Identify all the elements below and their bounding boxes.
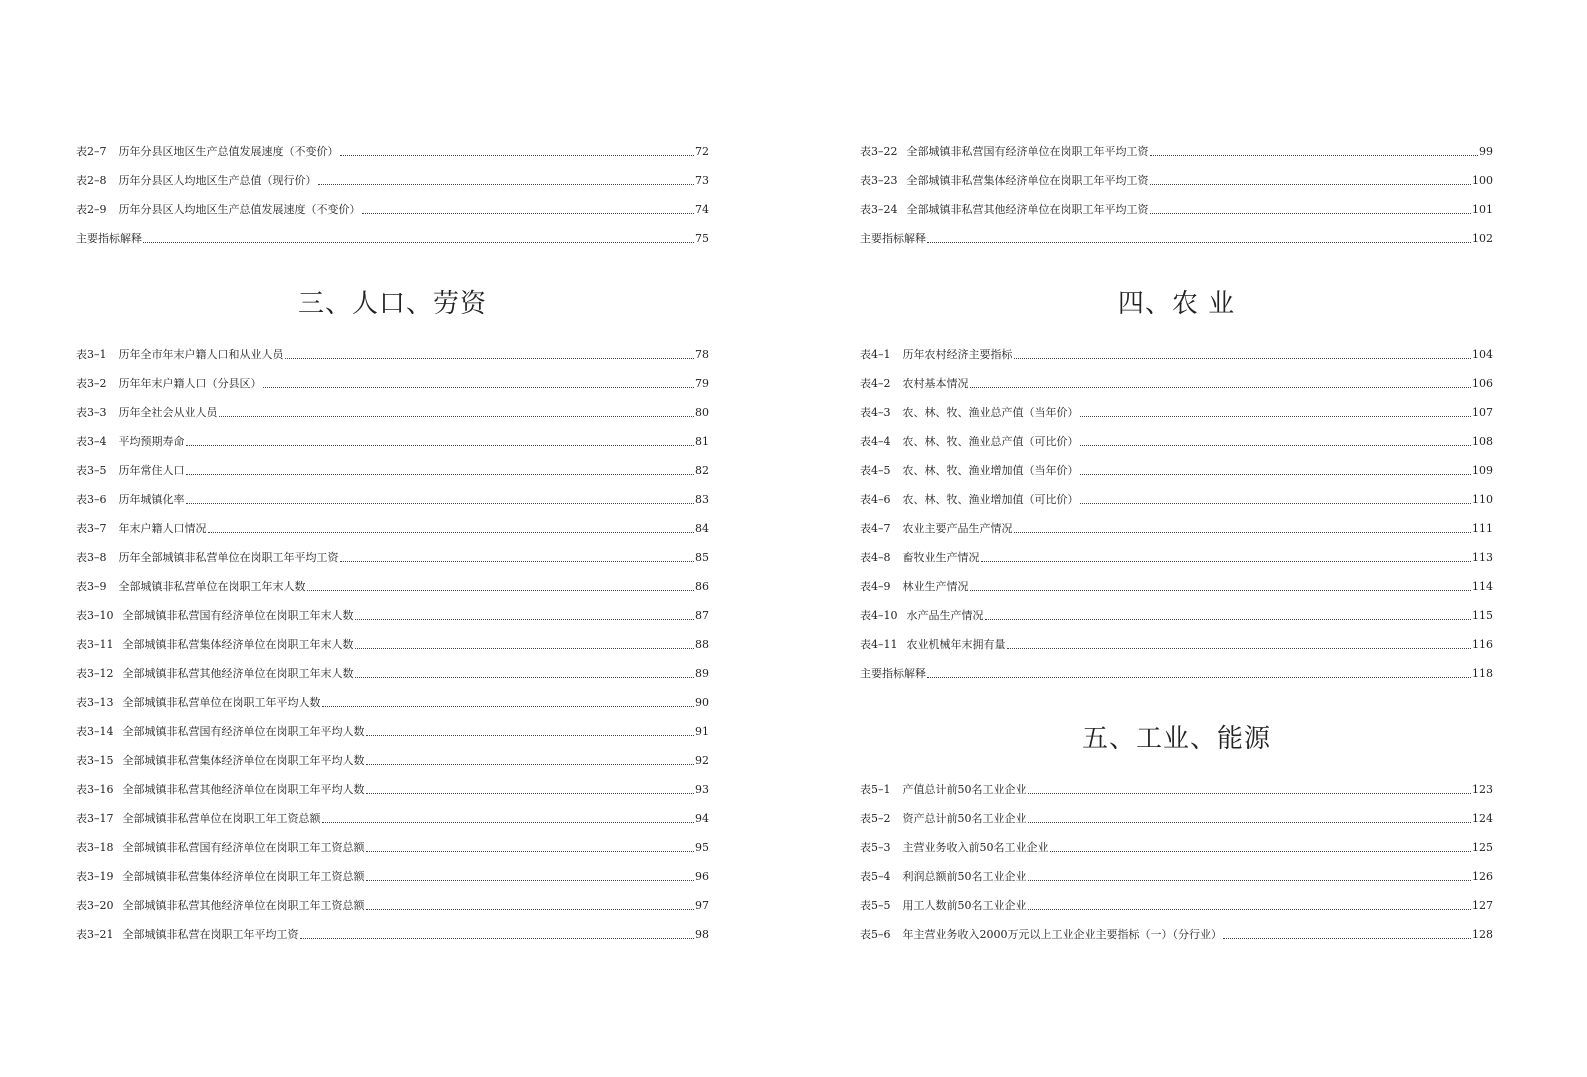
toc-entry-title: 平均预期寿命: [118, 435, 185, 448]
toc-entry-title: 全部城镇非私营国有经济单位在岗职工年末人数: [122, 609, 354, 622]
toc-entry-code: 表3–2: [76, 377, 107, 390]
dot-leader: [307, 590, 695, 591]
toc-entry[interactable]: [76, 897, 709, 913]
dot-leader: [1028, 880, 1472, 881]
toc-entry[interactable]: [860, 665, 1493, 681]
toc-entry[interactable]: [860, 143, 1493, 159]
dot-leader: [362, 213, 695, 214]
toc-entry[interactable]: [76, 665, 709, 681]
dot-leader: [1028, 909, 1472, 910]
toc-entry-code: 表3–17: [76, 812, 114, 825]
toc-entry-page-number: 91: [695, 725, 709, 738]
dot-leader: [1014, 358, 1472, 359]
toc-entry-code: 表3–23: [860, 174, 898, 187]
dot-leader: [1150, 213, 1472, 214]
toc-entry-code: 表3–7: [76, 522, 107, 535]
toc-entry-code: 表5–2: [860, 812, 891, 825]
dot-leader: [981, 561, 1472, 562]
dot-leader: [1028, 822, 1472, 823]
toc-entry[interactable]: [860, 839, 1493, 855]
toc-entry-code: 表4–3: [860, 406, 891, 419]
section-title-5: 五、工业、能源: [1081, 724, 1271, 754]
toc-entry-page-number: 78: [695, 348, 709, 361]
toc-entry-page-number: 127: [1472, 899, 1493, 912]
toc-entry-page-number: 80: [695, 406, 709, 419]
toc-entry-title: 农业主要产品生产情况: [902, 522, 1013, 535]
toc-entry-title: 利润总额前50名工业企业: [902, 870, 1027, 883]
toc-entry-code: 表5–5: [860, 899, 891, 912]
toc-entry-title: 全部城镇非私营单位在岗职工年工资总额: [122, 812, 321, 825]
dot-leader: [322, 822, 695, 823]
toc-entry-title: 全部城镇非私营其他经济单位在岗职工年平均人数: [122, 783, 365, 796]
toc-entry-page-number: 101: [1472, 203, 1493, 216]
toc-entry[interactable]: [860, 346, 1493, 362]
toc-entry-page-number: 92: [695, 754, 709, 767]
toc-entry-title: 农、林、牧、渔业总产值（当年价）: [902, 406, 1079, 419]
toc-entry-code: 主要指标解释: [860, 667, 926, 680]
dot-leader: [1028, 793, 1472, 794]
toc-entry-title: 农、林、牧、渔业增加值（当年价）: [902, 464, 1079, 477]
toc-entry-code: 表2–9: [76, 203, 107, 216]
toc-entry-code: 表3–14: [76, 725, 114, 738]
toc-entry[interactable]: [860, 868, 1493, 884]
toc-entry-code: 表3–11: [76, 638, 114, 651]
toc-entry-title: 全部城镇非私营在岗职工年平均工资: [122, 928, 299, 941]
toc-entry-code: 表3–1: [76, 348, 107, 361]
toc-entry-page-number: 97: [695, 899, 709, 912]
toc-entry-page-number: 98: [695, 928, 709, 941]
toc-entry[interactable]: [76, 143, 709, 159]
dot-leader: [219, 416, 695, 417]
toc-entry-code: 表3–5: [76, 464, 107, 477]
toc-entry[interactable]: [860, 230, 1493, 246]
toc-entry-code: 表3–16: [76, 783, 114, 796]
toc-entry[interactable]: [860, 897, 1493, 913]
toc-entry[interactable]: [76, 346, 709, 362]
toc-entry[interactable]: [76, 433, 709, 449]
toc-entry-title: 全部城镇非私营国有经济单位在岗职工年工资总额: [122, 841, 365, 854]
toc-entry-page-number: 116: [1472, 638, 1493, 651]
toc-entry-title: 全部城镇非私营其他经济单位在岗职工年平均工资: [906, 203, 1149, 216]
dot-leader: [927, 677, 1471, 678]
toc-entry-code: 表5–1: [860, 783, 891, 796]
toc-entry-page-number: 75: [695, 232, 709, 245]
dot-leader: [340, 155, 695, 156]
dot-leader: [927, 242, 1471, 243]
toc-entry[interactable]: [860, 781, 1493, 797]
toc-entry-page-number: 115: [1472, 609, 1493, 622]
dot-leader: [318, 184, 695, 185]
toc-entry-title: 全部城镇非私营国有经济单位在岗职工年平均人数: [122, 725, 365, 738]
toc-entry[interactable]: [76, 578, 709, 594]
toc-entry[interactable]: [76, 404, 709, 420]
toc-entry-page-number: 108: [1472, 435, 1493, 448]
toc-entry-page-number: 124: [1472, 812, 1493, 825]
toc-entry-page-number: 113: [1472, 551, 1493, 564]
toc-entry-code: 表2–8: [76, 174, 107, 187]
toc-entry[interactable]: [76, 172, 709, 188]
toc-entry[interactable]: [860, 926, 1493, 942]
dot-leader: [143, 242, 694, 243]
toc-entry[interactable]: [76, 230, 709, 246]
toc-entry-page-number: 88: [695, 638, 709, 651]
dot-leader: [186, 445, 695, 446]
toc-entry-title: 年主营业务收入2000万元以上工业企业主要指标（一）（分行业）: [902, 928, 1222, 941]
toc-entry-title: 林业生产情况: [902, 580, 969, 593]
toc-entry-page-number: 86: [695, 580, 709, 593]
toc-entry-title: 历年分县区人均地区生产总值发展速度（不变价）: [118, 203, 361, 216]
toc-entry-title: 年末户籍人口情况: [118, 522, 207, 535]
dot-leader: [355, 677, 695, 678]
toc-entry-code: 表3–12: [76, 667, 114, 680]
dot-leader: [1007, 648, 1472, 649]
toc-entry[interactable]: [76, 752, 709, 768]
toc-entry-code: 表3–18: [76, 841, 114, 854]
dot-leader: [340, 561, 695, 562]
toc-entry-title: 历年全社会从业人员: [118, 406, 218, 419]
toc-entry-page-number: 100: [1472, 174, 1493, 187]
toc-entry-code: 表4–2: [860, 377, 891, 390]
toc-entry[interactable]: [860, 578, 1493, 594]
toc-entry[interactable]: [76, 520, 709, 536]
toc-entry-page-number: 111: [1472, 522, 1493, 535]
toc-entry-code: 表3–6: [76, 493, 107, 506]
toc-entry-title: 历年常住人口: [118, 464, 185, 477]
toc-entry-title: 全部城镇非私营其他经济单位在岗职工年末人数: [122, 667, 354, 680]
dot-leader: [1014, 532, 1472, 533]
toc-entry-title: 水产品生产情况: [906, 609, 984, 622]
toc-entry-title: 用工人数前50名工业企业: [902, 899, 1027, 912]
toc-entry-code: 表4–11: [860, 638, 898, 651]
dot-leader: [970, 590, 1472, 591]
toc-entry[interactable]: [76, 868, 709, 884]
toc-entry-code: 表3–9: [76, 580, 107, 593]
toc-entry[interactable]: [76, 549, 709, 565]
toc-entry-code: 表4–5: [860, 464, 891, 477]
toc-entry-code: 表3–21: [76, 928, 114, 941]
toc-entry[interactable]: [76, 201, 709, 217]
toc-entry-page-number: 81: [695, 435, 709, 448]
dot-leader: [366, 909, 695, 910]
toc-entry-code: 表5–3: [860, 841, 891, 854]
toc-entry[interactable]: [76, 607, 709, 623]
dot-leader: [300, 938, 695, 939]
toc-entry-code: 表5–4: [860, 870, 891, 883]
toc-entry[interactable]: [76, 810, 709, 826]
dot-leader: [263, 387, 695, 388]
toc-entry-code: 表3–22: [860, 145, 898, 158]
toc-entry-page-number: 128: [1472, 928, 1493, 941]
toc-entry-code: 表3–8: [76, 551, 107, 564]
toc-entry[interactable]: [76, 636, 709, 652]
dot-leader: [1080, 416, 1472, 417]
toc-entry-title: 农、林、牧、渔业增加值（可比价）: [902, 493, 1079, 506]
toc-entry-title: 主营业务收入前50名工业企业: [902, 841, 1049, 854]
dot-leader: [1050, 851, 1472, 852]
toc-entry-code: 表4–9: [860, 580, 891, 593]
toc-entry-code: 表3–19: [76, 870, 114, 883]
toc-entry[interactable]: [76, 926, 709, 942]
toc-entry-page-number: 109: [1472, 464, 1493, 477]
toc-entry-page-number: 114: [1472, 580, 1493, 593]
dot-leader: [1150, 184, 1472, 185]
toc-entry-page-number: 83: [695, 493, 709, 506]
toc-entry-page-number: 90: [695, 696, 709, 709]
toc-entry-title: 历年年末户籍人口（分县区）: [118, 377, 262, 390]
toc-entry[interactable]: [76, 723, 709, 739]
toc-entry-title: 全部城镇非私营集体经济单位在岗职工年工资总额: [122, 870, 365, 883]
toc-entry[interactable]: [860, 172, 1493, 188]
toc-entry[interactable]: [76, 375, 709, 391]
toc-entry-code: 表3–24: [860, 203, 898, 216]
toc-entry-title: 历年城镇化率: [118, 493, 185, 506]
toc-entry[interactable]: [860, 549, 1493, 565]
toc-entry-title: 历年全市年末户籍人口和从业人员: [118, 348, 284, 361]
toc-entry[interactable]: [860, 375, 1493, 391]
toc-entry-title: 全部城镇非私营其他经济单位在岗职工年工资总额: [122, 899, 365, 912]
toc-entry-page-number: 94: [695, 812, 709, 825]
dot-leader: [1150, 155, 1479, 156]
toc-entry-page-number: 123: [1472, 783, 1493, 796]
toc-entry-code: 表3–4: [76, 435, 107, 448]
toc-entry-title: 资产总计前50名工业企业: [902, 812, 1027, 825]
toc-entry-code: 表3–3: [76, 406, 107, 419]
toc-entry-title: 历年分县区地区生产总值发展速度（不变价）: [118, 145, 339, 158]
toc-entry[interactable]: [860, 607, 1493, 623]
section-title-3: 三、人口、劳资: [297, 289, 487, 319]
dot-leader: [1080, 445, 1472, 446]
toc-entry-page-number: 95: [695, 841, 709, 854]
toc-entry-page-number: 107: [1472, 406, 1493, 419]
toc-entry[interactable]: [860, 462, 1493, 478]
toc-entry-code: 主要指标解释: [860, 232, 926, 245]
dot-leader: [985, 619, 1472, 620]
dot-leader: [322, 706, 695, 707]
toc-entry-page-number: 87: [695, 609, 709, 622]
toc-entry-title: 全部城镇非私营单位在岗职工年末人数: [118, 580, 306, 593]
toc-entry-page-number: 118: [1472, 667, 1493, 680]
toc-entry-page-number: 73: [695, 174, 709, 187]
toc-entry-page-number: 93: [695, 783, 709, 796]
dot-leader: [1080, 474, 1472, 475]
dot-leader: [366, 793, 695, 794]
toc-entry[interactable]: [76, 839, 709, 855]
toc-entry-code: 表4–1: [860, 348, 891, 361]
toc-entry[interactable]: [860, 491, 1493, 507]
dot-leader: [355, 619, 695, 620]
toc-entry-page-number: 110: [1472, 493, 1493, 506]
toc-entry[interactable]: [860, 404, 1493, 420]
toc-entry-code: 表4–8: [860, 551, 891, 564]
toc-entry-title: 全部城镇非私营集体经济单位在岗职工年末人数: [122, 638, 354, 651]
section-title-4: 四、农 业: [1117, 289, 1236, 319]
toc-entry-page-number: 84: [695, 522, 709, 535]
dot-leader: [285, 358, 695, 359]
toc-entry-title: 全部城镇非私营集体经济单位在岗职工年平均工资: [906, 174, 1149, 187]
toc-entry[interactable]: [76, 491, 709, 507]
dot-leader: [1080, 503, 1472, 504]
toc-entry-code: 表3–20: [76, 899, 114, 912]
toc-entry-page-number: 126: [1472, 870, 1493, 883]
toc-entry[interactable]: [76, 694, 709, 710]
dot-leader: [366, 851, 695, 852]
toc-entry-page-number: 125: [1472, 841, 1493, 854]
toc-entry[interactable]: [860, 636, 1493, 652]
dot-leader: [1223, 938, 1471, 939]
toc-entry-page-number: 72: [695, 145, 709, 158]
toc-entry-code: 表2–7: [76, 145, 107, 158]
toc-entry-page-number: 82: [695, 464, 709, 477]
toc-entry-code: 表4–7: [860, 522, 891, 535]
toc-entry-page-number: 74: [695, 203, 709, 216]
toc-entry[interactable]: [860, 433, 1493, 449]
toc-entry-title: 畜牧业生产情况: [902, 551, 980, 564]
toc-entry[interactable]: [76, 462, 709, 478]
dot-leader: [366, 735, 695, 736]
toc-entry-title: 全部城镇非私营国有经济单位在岗职工年平均工资: [906, 145, 1149, 158]
toc-entry-code: 表5–6: [860, 928, 891, 941]
toc-entry-code: 表3–13: [76, 696, 114, 709]
dot-leader: [355, 648, 695, 649]
toc-entry-page-number: 102: [1472, 232, 1493, 245]
toc-entry-code: 表4–4: [860, 435, 891, 448]
toc-entry-code: 表4–10: [860, 609, 898, 622]
toc-entry-title: 产值总计前50名工业企业: [902, 783, 1027, 796]
toc-entry-page-number: 106: [1472, 377, 1493, 390]
toc-entry-page-number: 96: [695, 870, 709, 883]
toc-entry-page-number: 89: [695, 667, 709, 680]
toc-entry-title: 全部城镇非私营集体经济单位在岗职工年平均人数: [122, 754, 365, 767]
toc-entry-code: 主要指标解释: [76, 232, 142, 245]
toc-entry-code: 表3–15: [76, 754, 114, 767]
toc-entry-page-number: 79: [695, 377, 709, 390]
dot-leader: [208, 532, 695, 533]
toc-entry-page-number: 104: [1472, 348, 1493, 361]
toc-entry[interactable]: [860, 520, 1493, 536]
dot-leader: [366, 764, 695, 765]
toc-entry-title: 历年农村经济主要指标: [902, 348, 1013, 361]
dot-leader: [366, 880, 695, 881]
toc-entry-title: 历年全部城镇非私营单位在岗职工年平均工资: [118, 551, 339, 564]
toc-entry-code: 表4–6: [860, 493, 891, 506]
dot-leader: [186, 474, 695, 475]
toc-entry[interactable]: [76, 781, 709, 797]
toc-entry-page-number: 85: [695, 551, 709, 564]
toc-entry-code: 表3–10: [76, 609, 114, 622]
toc-entry-title: 历年分县区人均地区生产总值（现行价）: [118, 174, 317, 187]
toc-entry[interactable]: [860, 810, 1493, 826]
toc-entry-title: 农村基本情况: [902, 377, 969, 390]
toc-entry[interactable]: [860, 201, 1493, 217]
toc-entry-title: 全部城镇非私营单位在岗职工年平均人数: [122, 696, 321, 709]
toc-entry-title: 农业机械年末拥有量: [906, 638, 1006, 651]
dot-leader: [186, 503, 695, 504]
toc-entry-page-number: 99: [1479, 145, 1493, 158]
toc-entry-title: 农、林、牧、渔业总产值（可比价）: [902, 435, 1079, 448]
dot-leader: [970, 387, 1472, 388]
